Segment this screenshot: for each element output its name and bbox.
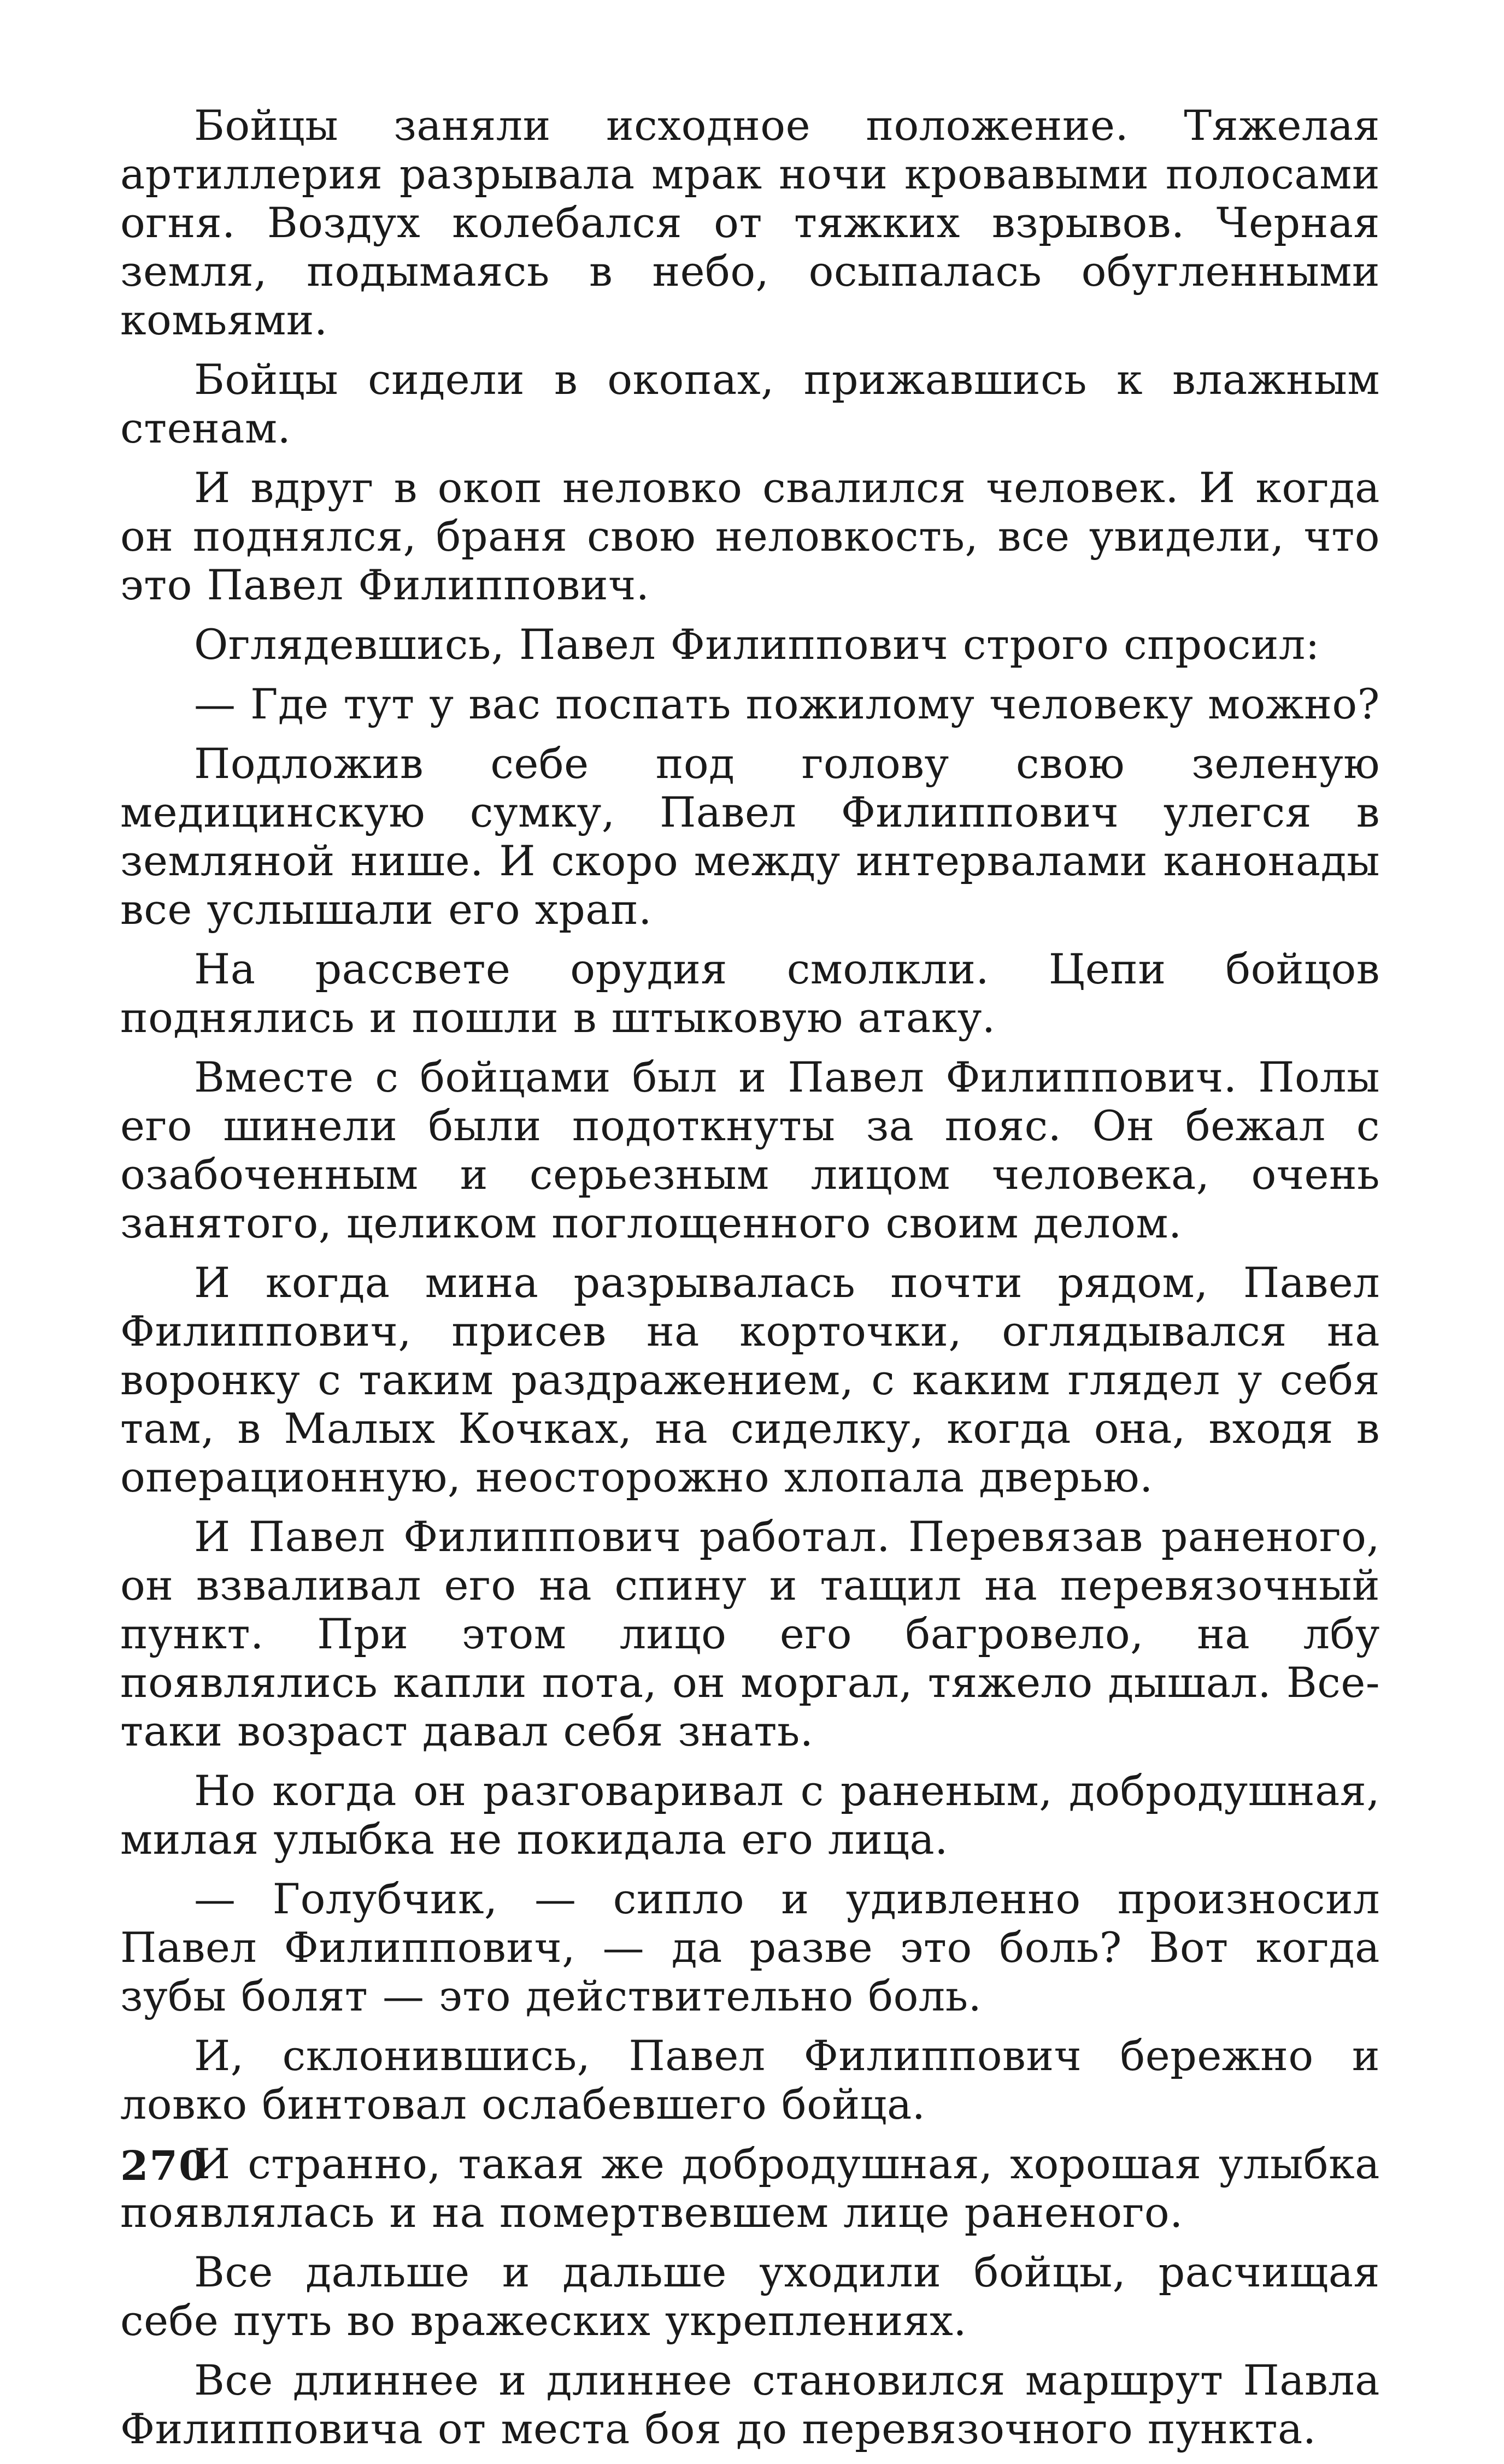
page-number: 270 xyxy=(120,2143,208,2190)
paragraph-5-dialogue: — Где тут у вас поспать пожилому человеку можно? xyxy=(194,680,1380,728)
paragraph-9: И когда мина разрывалась почти рядом, Павел Филиппович, присев на корточки, оглядывался на воронку с таким раздражением, с каким глядел у себя там, в Малых Кочках, на сиделку, когда она, входя в операционную, неосторожно хлопала дверью. xyxy=(120,1258,1380,1501)
paragraph-3: И вдруг в окоп неловко свалился человек. И когда он поднялся, браня свою неловкость, все увидели, что это Павел Филиппович. xyxy=(120,463,1380,609)
paragraph-10: И Павел Филиппович работал. Перевязав раненого, он взваливал его на спину и тащил на перевязочный пункт. При этом лицо его багровело, на лбу появлялись капли пота, он моргал, тяжело дышал. Все-таки возраст давал себя знать. xyxy=(120,1512,1380,1755)
paragraph-7: На рассвете орудия смолкли. Цепи бойцов поднялись и пошли в штыковую атаку. xyxy=(120,945,1380,1042)
paragraph-13: И, склонившись, Павел Филиппович бережно и ловко бинтовал ослабевшего бойца. xyxy=(120,2031,1380,2129)
paragraph-16: Все длиннее и длиннее становился маршрут Павла Филипповича от места боя до перевязочного пункта. xyxy=(120,2356,1380,2453)
paragraph-8: Вместе с бойцами был и Павел Филиппович. Полы его шинели были подоткнуты за пояс. Он бежал с озабоченным и серьезным лицом человека, очень занятого, целиком поглощенного своим делом. xyxy=(120,1053,1380,1247)
paragraph-14: И странно, такая же добродушная, хорошая улыбка появлялась и на помертвевшем лице раненого. xyxy=(120,2139,1380,2237)
paragraph-6: Подложив себе под голову свою зеленую медицинскую сумку, Павел Филиппович улегся в земляной нише. И скоро между интервалами канонады все услышали его храп. xyxy=(120,739,1380,934)
paragraph-12-dialogue: — Голубчик, — сипло и удивленно произносил Павел Филиппович, — да разве это боль? Вот когда зубы болят — это действительно боль. xyxy=(120,1874,1380,2020)
book-page-text xyxy=(120,101,1380,2464)
paragraph-2: Бойцы сидели в окопах, прижавшись к влажным стенам. xyxy=(120,355,1380,452)
paragraph-1: Бойцы заняли исходное положение. Тяжелая артиллерия разрывала мрак ночи кровавыми полосами огня. Воздух колебался от тяжких взрывов. Черная земля, подымаясь в небо, осыпалась обугленными комьями. xyxy=(120,101,1380,344)
paragraph-4: Оглядевшись, Павел Филиппович строго спросил: xyxy=(194,620,1320,669)
paragraph-11: Но когда он разговаривал с раненым, добродушная, милая улыбка не покидала его лица. xyxy=(120,1766,1380,1864)
paragraph-15: Все дальше и дальше уходили бойцы, расчищая себе путь во вражеских укреплениях. xyxy=(120,2248,1380,2345)
